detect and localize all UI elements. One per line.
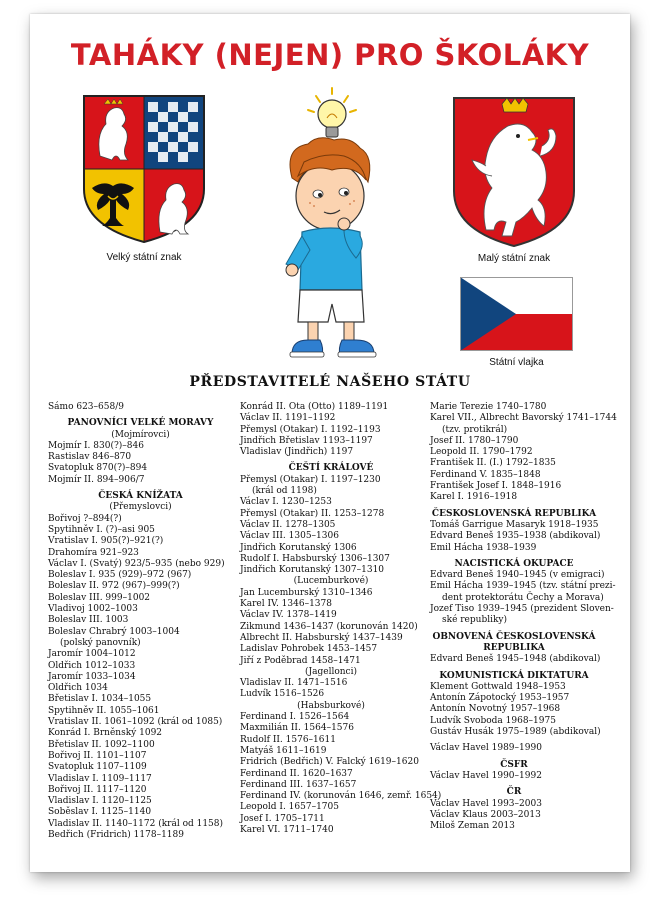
ruler-entry: Václav Havel 1990–1992 — [430, 770, 542, 781]
ruler-entry: Klement Gottwald 1948–1953 — [430, 681, 566, 692]
ruler-entry: Václav Klaus 2003–2013 — [430, 809, 541, 820]
ruler-entry: František II. (I.) 1792–1835 — [430, 458, 556, 469]
ruler-entry: Bořivoj ?–894(?) — [48, 513, 122, 524]
ruler-entry: Zikmund 1436–1437 (korunován 1420) — [240, 621, 418, 632]
big-emblem-caption: Velký státní znak — [106, 252, 182, 263]
ruler-entry: Rastislav 846–870 — [48, 452, 132, 463]
ruler-entry: Václav I. (Svatý) 923/5–935 (nebo 929) — [48, 558, 225, 569]
ruler-entry: Sámo 623–658/9 — [48, 402, 124, 412]
ruler-entry: Václav II. 1278–1305 — [240, 519, 336, 530]
ruler-entry: (polský panovník) — [60, 637, 141, 648]
ruler-entry: Fridrich (Bedřich) V. Falcký 1619–1620 — [240, 757, 419, 768]
dynasty-label: (Jagellonci) — [305, 666, 357, 677]
dynasty-label: (Habsburkové) — [297, 700, 365, 711]
ruler-entry: Marie Terezie 1740–1780 — [430, 402, 547, 412]
small-coat-of-arms-icon — [452, 96, 576, 248]
section-heading: NACISTICKÁ OKUPACE — [454, 558, 574, 569]
ruler-entry: Svatopluk 870(?)–894 — [48, 463, 148, 474]
ruler-entry: Vratislav II. 1061–1092 (král od 1085) — [48, 717, 223, 728]
ruler-entry: Boleslav I. 935 (929)–972 (967) — [48, 570, 192, 581]
ruler-entry: Josef II. 1780–1790 — [430, 435, 519, 446]
ruler-entry: Josef I. 1705–1711 — [240, 813, 325, 824]
ruler-entry: Gustáv Husák 1975–1989 (abdikoval) — [430, 727, 601, 738]
dynasty-label: (Mojmírovci) — [111, 429, 170, 440]
ruler-entry: dent protektorátu Čechy a Morava) — [442, 592, 604, 603]
ruler-entry: Jindřich Korutanský 1306 — [240, 542, 357, 553]
ruler-entry: Albrecht II. Habsburský 1437–1439 — [240, 632, 403, 643]
ruler-entry: Jindřich Břetislav 1193–1197 — [240, 435, 373, 446]
ruler-entry: Vladislav I. 1109–1117 — [48, 773, 152, 784]
section-heading: ČSFR — [500, 759, 528, 770]
section-title: PŘEDSTAVITELÉ NAŠEHO STÁTU — [189, 374, 471, 390]
ruler-entry: Edvard Beneš 1935–1938 (abdikoval) — [430, 531, 601, 542]
ruler-entry: Spytihněv II. 1055–1061 — [48, 705, 160, 716]
ruler-entry: Boleslav III. 999–1002 — [48, 592, 151, 603]
thinking-boy-illustration-icon — [274, 86, 390, 366]
ruler-entry: Karel I. 1916–1918 — [430, 492, 518, 503]
section-heading: ČEŠTÍ KRÁLOVÉ — [288, 463, 374, 474]
ruler-entry: Konrád I. Brněnský 1092 — [48, 728, 163, 739]
ruler-entry: Jan Lucemburský 1310–1346 — [240, 587, 373, 598]
ruler-entry: Soběslav I. 1125–1140 — [48, 807, 152, 818]
ruler-entry: Václav III. 1305–1306 — [240, 531, 339, 542]
ruler-entry: Břetislav I. 1034–1055 — [48, 694, 152, 705]
ruler-entry: Miloš Zeman 2013 — [430, 821, 515, 832]
czech-flag-icon — [460, 277, 573, 351]
ruler-entry: (král od 1198) — [252, 486, 317, 497]
ruler-entry: Václav Havel 1993–2003 — [430, 798, 542, 809]
ruler-entry: Ludvík Svoboda 1968–1975 — [430, 715, 556, 726]
ruler-entry: Přemysl (Otakar) II. 1253–1278 — [240, 508, 385, 519]
ruler-entry: Karel IV. 1346–1378 — [240, 599, 332, 610]
ruler-entry: Antonín Zápotocký 1953–1957 — [430, 693, 570, 704]
small-emblem-caption: Malý státní znak — [477, 253, 551, 264]
ruler-entry: Emil Hácha 1939–1945 (tzv. státní prezi- — [430, 581, 616, 592]
ruler-entry: Vladivoj 1002–1003 — [48, 604, 138, 615]
ruler-entry: Boleslav III. 1003 — [48, 615, 129, 626]
big-coat-of-arms-icon — [82, 94, 206, 244]
dynasty-label: (Lucemburkové) — [293, 576, 369, 587]
ruler-entry: Václav IV. 1378–1419 — [240, 610, 337, 621]
ruler-entry: Oldřich 1034 — [48, 683, 108, 694]
ruler-entry: Vladislav I. 1120–1125 — [48, 796, 152, 807]
ruler-entry: Bořivoj II. 1117–1120 — [48, 784, 147, 795]
ruler-entry: Jindřich Korutanský 1307–1310 — [240, 565, 385, 576]
ruler-entry: Leopold I. 1657–1705 — [240, 802, 339, 813]
ruler-entry: Ferdinand IV. (korunován 1646, zemř. 1654) — [240, 791, 442, 802]
ruler-entry: Jaromír 1033–1034 — [48, 671, 136, 682]
ruler-entry: Vladislav II. 1140–1172 (král od 1158) — [48, 818, 224, 829]
ruler-entry: Rudolf I. Habsburský 1306–1307 — [240, 553, 390, 564]
dynasty-label: (Přemyslovci) — [109, 502, 172, 513]
ruler-entry: Spytihněv I. (?)–asi 905 — [48, 524, 155, 535]
ruler-entry: Vladislav II. 1471–1516 — [240, 678, 348, 689]
column-3 — [430, 402, 617, 832]
ruler-entry: Mojmír II. 894–906/7 — [48, 474, 145, 485]
section-heading: KOMUNISTICKÁ DIKTATURA — [439, 670, 589, 681]
ruler-entry: Jozef Tiso 1939–1945 (prezident Sloven- — [430, 604, 614, 615]
ruler-entry: Karel VII., Albrecht Bavorský 1741–1744 — [430, 413, 617, 424]
ruler-entry: Ludvík 1516–1526 — [240, 689, 325, 700]
ruler-entry: Leopold II. 1790–1792 — [430, 447, 533, 458]
ruler-entry: Václav I. 1230–1253 — [240, 497, 332, 508]
ruler-entry: Ferdinand I. 1526–1564 — [240, 712, 350, 723]
ruler-entry: Ferdinand V. 1835–1848 — [430, 469, 541, 480]
ruler-entry: Konrád II. Ota (Otto) 1189–1191 — [240, 402, 389, 412]
ruler-entry: ské republiky) — [442, 615, 508, 626]
ruler-entry: Vratislav I. 905(?)–921(?) — [48, 536, 164, 547]
section-heading: REPUBLIKA — [483, 642, 545, 653]
section-heading: PANOVNÍCI VELKÉ MORAVY — [67, 418, 214, 429]
ruler-entry: Svatopluk 1107–1109 — [48, 762, 147, 773]
ruler-entry: Oldřich 1012–1033 — [48, 660, 136, 671]
ruler-entry: Tomáš Garrigue Masaryk 1918–1935 — [430, 519, 599, 530]
section-heading: ČESKÁ KNÍŽATA — [98, 491, 183, 502]
ruler-entry: Mojmír I. 830(?)–846 — [48, 440, 144, 451]
ruler-entry: Antonín Novotný 1957–1968 — [430, 704, 561, 715]
ruler-entry: Jaromír 1004–1012 — [48, 649, 136, 660]
section-heading: ČESKOSLOVENSKÁ REPUBLIKA — [431, 508, 597, 519]
section-heading: OBNOVENÁ ČESKOSLOVENSKÁ — [432, 631, 596, 642]
ruler-entry: Václav II. 1191–1192 — [240, 413, 336, 424]
section-heading: ČR — [506, 787, 522, 798]
ruler-entry: Bedřich (Fridrich) 1178–1189 — [48, 829, 184, 840]
ruler-entry: (tzv. protikrál) — [442, 424, 508, 435]
column-2 — [240, 402, 442, 836]
ruler-entry: Maxmilián II. 1564–1576 — [240, 723, 354, 734]
column-1 — [48, 402, 233, 841]
ruler-entry: Vladislav (Jindřich) 1197 — [240, 447, 354, 458]
ruler-entry: Jiří z Poděbrad 1458–1471 — [240, 655, 361, 666]
ruler-entry: Rudolf II. 1576–1611 — [240, 734, 336, 745]
ruler-entry: Ferdinand III. 1637–1657 — [240, 779, 357, 790]
ruler-entry: Matyáš 1611–1619 — [240, 745, 327, 756]
ruler-entry: Karel VI. 1711–1740 — [240, 824, 334, 835]
ruler-entry: Ladislav Pohrobek 1453–1457 — [240, 644, 378, 655]
ruler-entry: Edvard Beneš 1945–1948 (abdikoval) — [430, 654, 601, 665]
ruler-entry: Edvard Beneš 1940–1945 (v emigraci) — [430, 570, 605, 581]
ruler-entry: František Josef I. 1848–1916 — [430, 481, 562, 492]
ruler-entry: Bořivoj II. 1101–1107 — [48, 750, 147, 761]
ruler-entry: Emil Hácha 1938–1939 — [430, 542, 537, 553]
ruler-entry: Přemysl (Otakar) I. 1192–1193 — [240, 424, 381, 435]
ruler-entry: Drahomíra 921–923 — [48, 547, 139, 558]
ruler-entry: Břetislav II. 1092–1100 — [48, 739, 155, 750]
ruler-entry: Ferdinand II. 1620–1637 — [240, 768, 353, 779]
ruler-entry: Václav Havel 1989–1990 — [430, 743, 542, 754]
ruler-entry: Boleslav Chrabrý 1003–1004 — [48, 626, 180, 637]
page-title: TAHÁKY (NEJEN) PRO ŠKOLÁKY — [70, 38, 590, 72]
ruler-entry: Přemysl (Otakar) I. 1197–1230 — [240, 474, 381, 485]
flag-caption: Státní vlajka — [489, 357, 544, 368]
ruler-entry: Boleslav II. 972 (967)–999(?) — [48, 581, 180, 592]
